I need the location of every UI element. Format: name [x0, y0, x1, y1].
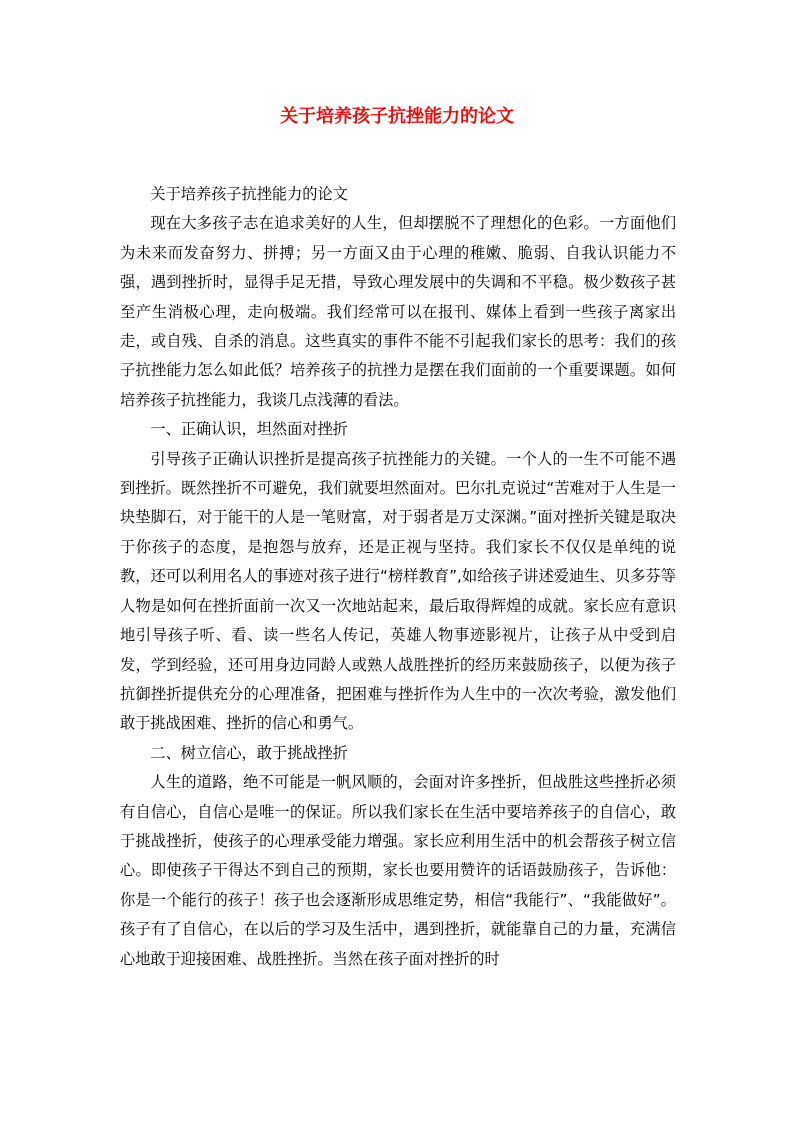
document-subtitle: 关于培养孩子抗挫能力的论文	[150, 185, 348, 203]
document-body	[120, 180, 676, 974]
intro-paragraph: 现在大多孩子志在追求美好的人生，但却摆脱不了理想化的色彩。一方面他们为未来而发奋努力、拼搏；另一方面又由于心理的稚嫩、脆弱、自我认识能力不强，遇到挫折时，显得手足无措，导致心理发展中的失调和不平稳。极少数孩子甚至产生消极心理，走向极端。我们经常可以在报刊、媒体上看到一些孩子离家出走，或自残、自杀的消息。这些真实的事件不能不引起我们家长的思考：我们的孩子抗挫能力怎么如此低？培养孩子的抗挫力是摆在我们面前的一个重要课题。如何培养孩子抗挫能力，我谈几点浅薄的看法。	[120, 214, 676, 409]
section-paragraph-2: 人生的道路，绝不可能是一帆风顺的，会面对许多挫折，但战胜这些挫折必须有自信心，自信心是唯一的保证。所以我们家长在生活中要培养孩子的自信心，敢于挑战挫折，使孩子的心理承受能力增强。家长应利用生活中的机会帮孩子树立信心。即使孩子干得达不到自己的预期，家长也要用赞许的话语鼓励孩子，告诉他：你是一个能行的孩子！孩子也会逐渐形成思维定势，相信“我能行”、“我能做好”。孩子有了自信心，在以后的学习及生活中，遇到挫折，就能靠自己的力量，充满信心地敢于迎接困难、战胜挫折。当然在孩子面对挫折的时	[120, 773, 676, 968]
document-title: 关于培养孩子抗挫能力的论文	[280, 106, 514, 127]
section-heading-2: 二、树立信心，敢于挑战挫折	[150, 743, 348, 762]
section-heading-1: 一、正确认识，坦然面对挫折	[150, 420, 348, 439]
section-paragraph-1: 引导孩子正确认识挫折是提高孩子抗挫能力的关键。一个人的一生不可能不遇到挫折。既然挫折不可避免，我们就要坦然面对。巴尔扎克说过“苦难对于人生是一块垫脚石，对于能干的人是一笔财富，对于弱者是万丈深渊。”面对挫折关键是取决于你孩子的态度，是抱怨与放弃，还是正视与坚持。我们家长不仅仅是单纯的说教，还可以利用名人的事迹对孩子进行“榜样教育”,如给孩子讲述爱迪生、贝多芬等人物是如何在挫折面前一次又一次地站起来，最后取得辉煌的成就。家长应有意识地引导孩子听、看、读一些名人传记，英雄人物事迹影视片，让孩子从中受到启发，学到经验，还可用身边同龄人或熟人战胜挫折的经历来鼓励孩子，以便为孩子抗御挫折提供充分的心理准备，把困难与挫折作为人生中的一次次考验，激发他们敢于挑战困难、挫折的信心和勇气。	[120, 449, 676, 733]
